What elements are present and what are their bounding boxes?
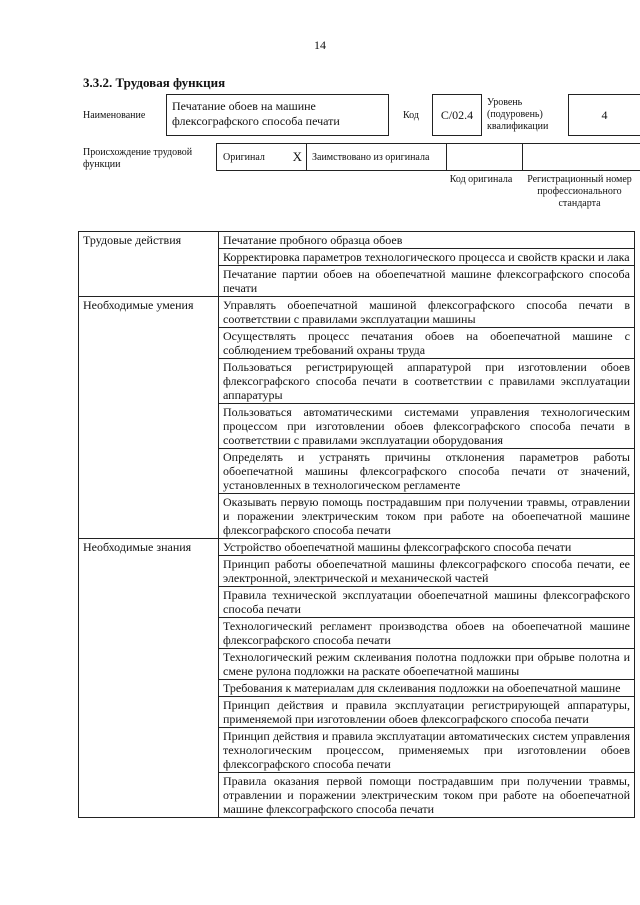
requirement-item: Определять и устранять причины отклонения параметров работы обоепечатной машины флексографского способа печати от значений, установленных в технологическом регламенте — [219, 449, 635, 494]
original-label: Оригинал — [223, 151, 265, 163]
requirement-item: Требования к материалам для склеивания подложки на обоепечатной машине — [219, 680, 635, 697]
borrowed-cell: Заимствовано из оригинала — [306, 143, 446, 171]
section-title-required-skills: Необходимые умения — [79, 297, 219, 539]
code-original-cell — [446, 143, 523, 171]
requirement-item: Правила технической эксплуатации обоепечатной машины флексографского способа печати — [219, 587, 635, 618]
code-label: Код — [403, 110, 419, 121]
requirement-item: Пользоваться регистрирующей аппаратурой при изготовлении обоев флексографского способа печати в соответствии с правилами эксплуатации аппаратуры — [219, 359, 635, 404]
requirement-item: Осуществлять процесс печатания обоев на обоепечатной машине с соблюдением требований охраны труда — [219, 328, 635, 359]
section-title-required-knowledge: Необходимые знания — [79, 539, 219, 818]
origin-row — [216, 143, 640, 171]
requirement-item: Корректировка параметров технологического процесса и свойств краски и лака — [219, 249, 635, 266]
original-mark: X — [292, 149, 302, 164]
requirements-table — [78, 231, 635, 818]
requirement-item: Пользоваться автоматическими системами управления технологическим процессом при изготовлении обоев флексографского способа печати в соответствии с правилами эксплуатации оборудования — [219, 404, 635, 449]
origin-label: Происхождение трудовой функции — [83, 147, 193, 170]
name-label: Наименование — [83, 110, 146, 121]
requirement-item: Управлять обоепечатной машиной флексографского способа печати в соответствии с правилами эксплуатации машины — [219, 297, 635, 328]
name-value: Печатание обоев на машине флексографского способа печати — [166, 94, 389, 136]
code-original-label: Код оригинала — [449, 174, 513, 185]
requirement-item: Принцип действия и правила эксплуатации автоматических систем управления технологическим процессом, применяемых при изготовлении обоев флексографского способа печати — [219, 728, 635, 773]
section-title: 3.3.2. Трудовая функция — [83, 75, 226, 90]
requirement-item: Принцип действия и правила эксплуатации регистрирующей аппаратуры, применяемой при изготовлении обоев флексографского способа печати — [219, 697, 635, 728]
qualification-level-label: Уровень (подуровень) квалификации — [487, 97, 549, 132]
requirements-table-body — [79, 232, 635, 818]
reg-number-label: Регистрационный номер профессионального стандарта — [527, 174, 632, 209]
requirement-item: Технологический режим склеивания полотна подложки при обрыве полотна и смене рулона подложки на раскате обоепечатной машины — [219, 649, 635, 680]
requirement-item: Правила оказания первой помощи пострадавшим при получении травмы, отравлении и поражении электрическим током при работе на обоепечатной машине флексографского способа печати — [219, 773, 635, 818]
requirement-item: Устройство обоепечатной машины флексографского способа печати — [219, 539, 635, 556]
requirement-item: Печатание пробного образца обоев — [219, 232, 635, 249]
requirement-item: Принцип работы обоепечатной машины флексографского способа печати, ее электронной, электрической и механической частей — [219, 556, 635, 587]
requirement-item: Технологический регламент производства обоев на обоепечатной машине флексографского способа печати — [219, 618, 635, 649]
table-row — [79, 539, 635, 556]
table-row — [79, 232, 635, 249]
table-row — [79, 297, 635, 328]
reg-number-cell — [523, 143, 640, 171]
requirement-item: Печатание партии обоев на обоепечатной машине флексографского способа печати — [219, 266, 635, 297]
page-number: 14 — [314, 38, 326, 52]
code-value: C/02.4 — [432, 94, 482, 136]
original-cell — [216, 143, 306, 171]
section-title-labor-actions: Трудовые действия — [79, 232, 219, 297]
requirement-item: Оказывать первую помощь пострадавшим при получении травмы, отравлении и поражении электрическим током при работе на обоепечатной машине флексографского способа печати — [219, 494, 635, 539]
qualification-level-value: 4 — [568, 94, 640, 136]
